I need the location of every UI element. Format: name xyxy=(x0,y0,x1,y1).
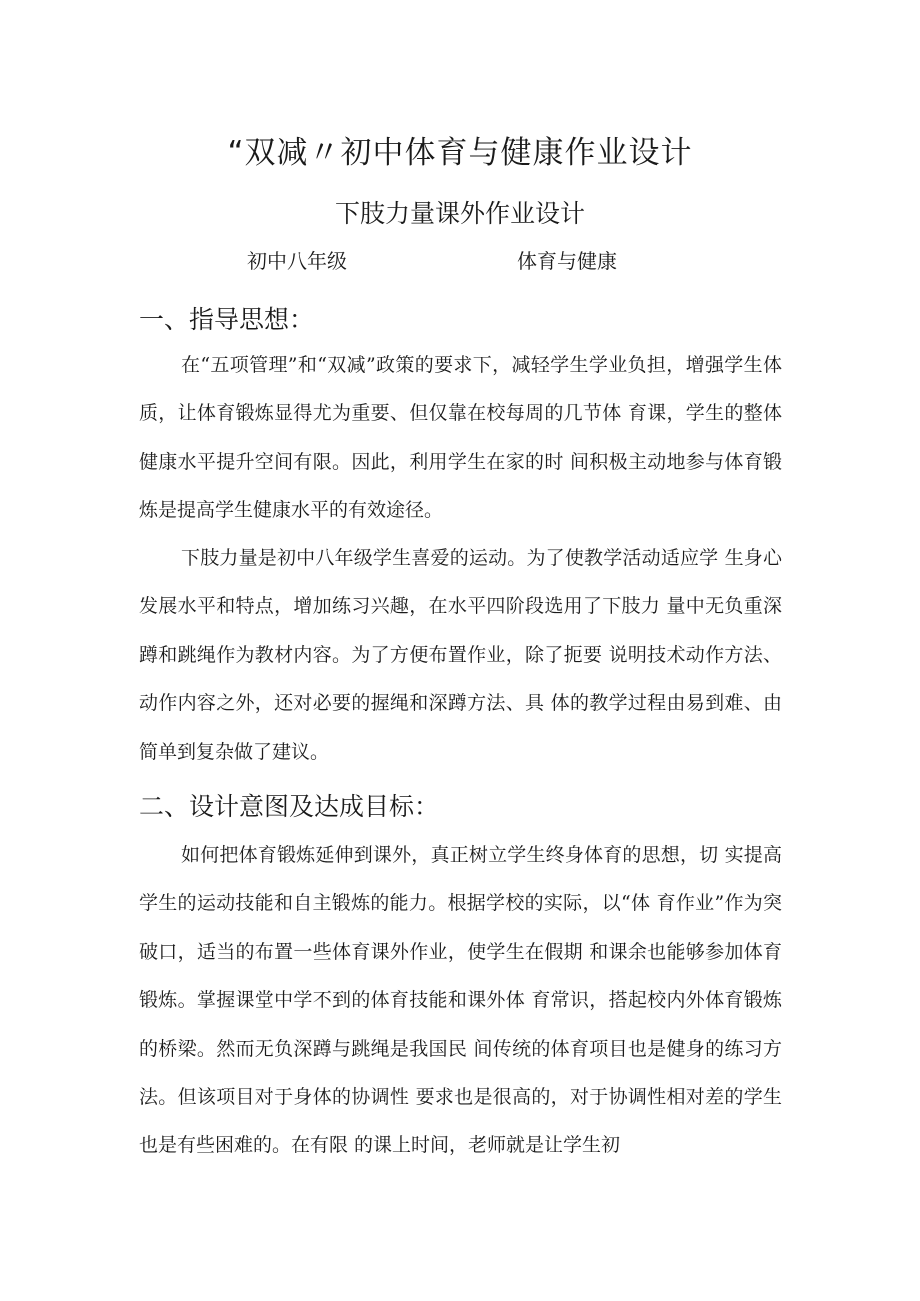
document-title: “双减〃初中体育与健康作业设计 xyxy=(227,135,693,171)
paragraph-guiding-thought-2: 下肢力量是初中八年级学生喜爱的运动。为了使教学活动适应学 生身心发展水平和特点，增加练习兴趣，在水平四阶段选用了下肢力 量中无负重深蹲和跳绳作为教材内容。为了方便布置作业，除了扼要 说明技术动作方法、动作内容之外，还对必要的握绳和深蹲方法、具 体的教学过程由易到难、由简单到复杂做了建议。 xyxy=(139,547,782,763)
grade-label: 初中八年级 xyxy=(247,249,347,273)
subject-label: 体育与健康 xyxy=(517,249,617,273)
section-heading-design-intent: 二、设计意图及达成目标： xyxy=(139,792,440,821)
section-heading-guiding-thought: 一、指导思想： xyxy=(139,305,315,334)
paragraph-guiding-thought-1: 在“五项管理”和“双减”政策的要求下，减轻学生学业负担，增强学生体质，让体育锻炼显得尤为重要、但仅靠在校每周的几节体 育课，学生的整体健康水平提升空间有限。因此，利用学生在家的时 间积极主动地参与体育锻炼是提高学生健康水平的有效途径。 xyxy=(139,354,782,522)
document-subtitle: 下肢力量课外作业设计 xyxy=(334,199,585,228)
paragraph-design-intent-1: 如何把体育锻炼延伸到课外，真正树立学生终身体育的思想，切 实提高学生的运动技能和自主锻炼的能力。根据学校的实际，以“体 育作业”作为突破口，适当的布置一些体育课外作业，使学生在假期 和课余也能够参加体育锻炼。掌握课堂中学不到的体育技能和课外体 育常识，搭起校内外体育锻炼的桥梁。然而无负深蹲与跳绳是我国民 间传统的体育项目也是健身的练习方法。但该项目对于身体的协调性 要求也是很高的，对于协调性相对差的学生也是有些困难的。在有限 的课上时间，老师就是让学生初 xyxy=(139,844,782,1157)
